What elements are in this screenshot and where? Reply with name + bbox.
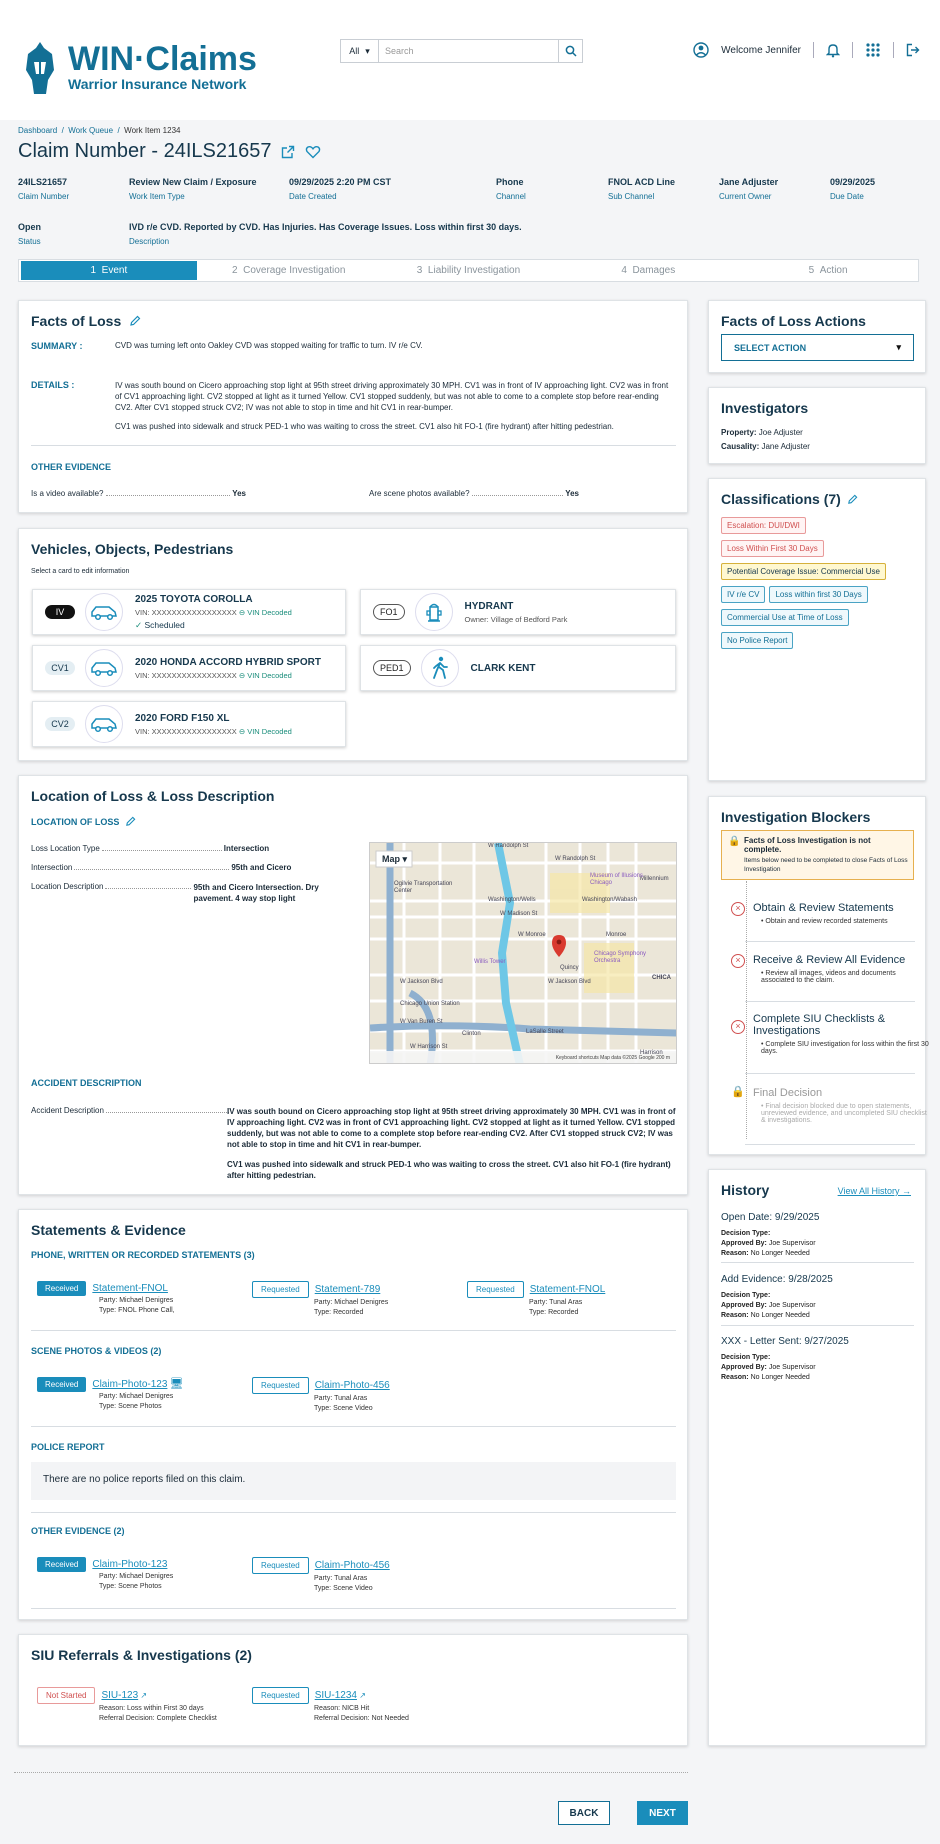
caret-down-icon: ▾ [896,342,901,352]
location-title: Location of Loss & Loss Description [31,788,275,804]
meta-description: IVD r/e CVD. Reported by CVD. Has Injuries. Has Coverage Issues. Loss within first 30 days. Description [129,222,522,246]
details-text-2: CV1 was pushed into sidewalk and struck PED-1 who was waiting to cross the street. CV1 also hit FO-1 (fire hydrant) after hitting pedestrian. [115,422,614,431]
location-of-loss-card [18,775,688,1195]
summary-label: SUMMARY : [31,341,83,351]
vin-decoded-badge: ⊖ VIN Decoded [238,607,292,617]
view-all-history-link[interactable]: View All History → [837,1186,911,1196]
classification-pill[interactable]: No Police Report [721,632,793,649]
scene-link[interactable]: Claim-Photo-123 [92,1379,168,1390]
vin-decoded-badge: ⊖ VIN Decoded [238,726,292,736]
history-item: Open Date: 9/29/2025 Decision Type: Approved By: Joe Supervisor Reason: No Longer Needed [721,1212,820,1257]
loss-location-type-row: Loss Location Type Intersection [31,844,270,853]
page-title: Claim Number - 24ILS21657 [18,140,272,162]
breadcrumb: Dashboard / Work Queue / Work Item 1234 [18,126,181,135]
edit-pencil-icon[interactable] [125,816,136,827]
hydrant-icon [415,593,453,631]
top-bar [0,0,940,120]
step-coverage-investigation[interactable]: 2 Coverage Investigation [231,265,346,276]
vin-decoded-badge: ⊖ VIN Decoded [238,670,292,680]
footer-divider [14,1772,688,1773]
statement-link[interactable]: Statement-FNOL [92,1283,168,1294]
meta-date-created: 09/29/2025 2:20 PM CST Date Created [289,177,392,201]
other-evidence-label: OTHER EVIDENCE (2) [31,1526,125,1536]
property-investigator: Property: Joe Adjuster [721,428,803,437]
fol-actions-card [708,300,926,373]
external-link-icon[interactable] [281,145,295,159]
page-title-row [18,140,321,163]
search-scope-select[interactable]: All ▾ [341,40,379,62]
vehicle-card-iv[interactable]: IV 2025 TOYOTA COROLLA VIN: XXXXXXXXXXXXXXXXX ⊖ VIN Decoded ✓ Scheduled [32,589,346,635]
select-action-dropdown[interactable]: SELECT ACTION ▾ [721,334,914,361]
investigation-blockers-card [708,796,929,1155]
investigators-title: Investigators [721,400,809,416]
divider [893,42,894,58]
divider [31,1512,676,1513]
meta-current-owner: Jane Adjuster Current Owner [719,177,779,201]
caret-down-icon: ▾ [365,45,370,56]
divider [31,1608,676,1609]
history-item: XXX - Letter Sent: 9/27/2025 Decision Type: Approved By: Joe Supervisor Reason: No Longer Needed [721,1336,849,1381]
divider [745,1144,915,1145]
scene-link[interactable]: Claim-Photo-456 [314,1380,390,1391]
scene-photos-label: SCENE PHOTOS & VIDEOS (2) [31,1346,162,1356]
siu-title: SIU Referrals & Investigations (2) [31,1647,252,1663]
pedestrian-icon [421,649,459,687]
causality-investigator: Causality: Jane Adjuster [721,442,810,451]
classification-pill[interactable]: Escalation: DUI/DWI [721,517,806,534]
pedestrian-card-ped1[interactable]: PED1 CLARK KENT [360,645,676,691]
blocker-item: 🔒 Final Decision • Final decision blocked due to open statements, unreviewed evidence, and uncompleted SIU checklist & investigations. [731,1086,927,1124]
scene-item: Requested Claim-Photo-456 Party: Tunal Aras Type: Scene Video [252,1377,390,1414]
favorite-heart-icon[interactable] [305,145,321,159]
facts-of-loss-title: Facts of Loss [31,313,122,329]
vehicle-card-cv1[interactable]: CV1 2020 HONDA ACCORD HYBRID SPORT VIN: XXXXXXXXXXXXXXXXX ⊖ VIN Decoded [32,645,346,691]
progress-stepper [18,259,919,282]
search-button[interactable] [558,40,582,62]
phone-statements-label: PHONE, WRITTEN OR RECORDED STATEMENTS (3) [31,1250,255,1260]
intersection-row: Intersection 95th and Cicero [31,863,292,872]
statement-item: Received Statement-FNOL Party: Michael Denigres Type: FNOL Phone Call, [37,1281,175,1316]
error-x-icon: × [731,902,745,916]
divider [745,1073,915,1074]
brand-title: WIN·Claims [68,40,257,78]
statement-item: Requested Statement-789 Party: Michael Denigres Type: Recorded [252,1281,388,1318]
back-button[interactable]: BACK [558,1801,610,1825]
blocker-item: × Receive & Review All Evidence • Review all images, videos and documents associated to the claim. [753,954,931,984]
blocker-item: × Obtain & Review Statements • Obtain and review recorded statements [753,902,931,925]
meta-work-item-type: Review New Claim / Exposure Work Item Type [129,177,257,201]
statement-link[interactable]: Statement-FNOL [529,1284,606,1295]
history-item: Add Evidence: 9/28/2025 Decision Type: Approved By: Joe Supervisor Reason: No Longer Needed [721,1274,833,1319]
step-event[interactable]: 1 Event [21,261,197,280]
classification-pill[interactable]: IV r/e CV [721,586,765,603]
edit-pencil-icon[interactable] [129,315,141,327]
scene-photos-row: Are scene photos available? Yes [369,489,579,498]
other-evidence-link[interactable]: Claim-Photo-456 [314,1560,390,1571]
investigators-card [708,387,926,464]
divider [721,1262,914,1263]
divider [31,1330,676,1331]
police-report-empty: There are no police reports filed on this claim. [31,1462,676,1500]
accident-description-key: Accident Description [31,1106,231,1115]
external-link-icon[interactable]: ↗ [140,1691,148,1700]
blockers-title: Investigation Blockers [721,809,871,825]
siu-referrals-card [18,1634,688,1746]
details-text: IV was south bound on Cicero approaching stop light at 95th street driving approximately 30 MPH. CV1 was in front of IV approaching light. CV2 was in front of CV1 approaching light. CV2 stopped at light as it turned Yellow. CV1 stopped suddenly, but was not able to come to a complete stop before rear-ending CV2. After CV1 stopped struck CV2; IV was not able to stop in time and hit CV1 in rear-bumper. [115,381,669,412]
facts-of-loss-card [18,300,688,513]
statements-evidence-card [18,1209,688,1620]
meta-due-date: 09/29/2025 Due Date [830,177,876,201]
brand-subtitle: Warrior Insurance Network [68,76,247,92]
user-area [693,42,920,58]
monitor-icon[interactable]: 🖥 [169,1378,184,1390]
check-circle-icon: ✓ [135,619,143,630]
blocker-item: × Complete SIU Checklists & Investigations • Complete SIU investigation for loss within the first 30 days. [753,1013,931,1055]
divider [745,1001,915,1002]
accident-description-text: IV was south bound on Cicero approaching stop light at 95th street driving approximately 30 MPH. CV1 was in front of IV approaching light. CV2 was in front of CV1 approaching light. CV2 stopped at light as it turned Yellow. CV1 stopped suddenly, but was not able to come to a complete stop before rear-ending CV2. After CV1 stopped struck CV2; IV was not able to stop in time and hit CV1 in rear-bumper. CV1 was pushed into sidewalk and struck PED-1 who was waiting to cross the street. CV1 also hit FO-1 (fire hydrant) after hitting pedestrian. [227,1107,676,1180]
search-icon [565,45,577,57]
lock-warning-icon: 🔒 [728,836,741,847]
welcome-text: Welcome Jennifer [721,44,801,56]
classification-pill[interactable]: Loss within first 30 Days [769,586,867,603]
map-type-toggle[interactable]: Map ▾ [382,854,408,864]
bell-icon[interactable] [826,42,840,58]
user-avatar-icon[interactable] [693,42,709,58]
siu-link[interactable]: SIU-123 [101,1690,139,1701]
divider [721,1325,914,1326]
vehicles-hint: Select a card to edit information [31,568,130,575]
next-button[interactable]: NEXT [637,1801,688,1825]
apps-grid-icon[interactable] [865,42,881,58]
blocker-warning: 🔒 Facts of Loss Investigation is not complete. Items below need to be completed to close Facts of Loss Investigation [721,830,914,880]
vehicles-objects-card [18,528,688,761]
classifications-card [708,478,926,781]
siu-item: Requested SIU-1234 ↗ Reason: NICB Hit Referral Decision: Not Needed [252,1687,409,1724]
brand-logo[interactable] [24,40,257,96]
breadcrumb-current: Work Item 1234 [124,126,181,135]
fol-actions-title: Facts of Loss Actions [721,313,866,329]
search-input[interactable]: Search [385,46,414,56]
object-card-fo1[interactable]: FO1 HYDRANT Owner: Village of Bedford Park [360,589,676,635]
statements-title: Statements & Evidence [31,1222,186,1238]
accident-description-label: ACCIDENT DESCRIPTION [31,1078,142,1088]
classification-pill[interactable]: Commercial Use at Time of Loss [721,609,849,626]
other-evidence-label: OTHER EVIDENCE [31,462,112,472]
vehicle-card-cv2[interactable]: CV2 2020 FORD F150 XL VIN: XXXXXXXXXXXXXXXXX ⊖ VIN Decoded [32,701,346,747]
map-attribution: Keyboard shortcuts Map data ©2025 Google 200 m [555,1055,670,1061]
summary-text: CVD was turning left onto Oakley CVD was stopped waiting for traffic to turn. IV r/e CV. [115,341,423,350]
divider [31,1426,676,1427]
map-view[interactable]: Map ▾ W Randolph St W Randolph St Millennium Ogilvie Transportation Center Museum of Illusions Chicago Washington/Wells Washington/Wabash W Madison St W Monroe Monroe Willis Tower Chicago Symphony Orchestra Quincy W Jackson Blvd W Jackson Blvd Chicago Union Station W Van Buren St LaSalle Street W Harrison St Harrison CHICA Clinton Keyboard shortcuts Map data ©2025 Google 200 m [369,842,677,1064]
statement-item: Requested Statement-FNOL Party: Tunal Aras Type: Recorded [467,1281,605,1318]
step-damages[interactable]: 4 Damages [621,265,676,276]
siu-item: Not Started SIU-123 ↗ Reason: Loss within First 30 days Referral Decision: Complete Checklist [37,1687,217,1724]
error-x-icon: × [731,954,745,968]
video-available-row: Is a video available? Yes [31,489,246,498]
divider [852,42,853,58]
divider [813,42,814,58]
police-report-label: POLICE REPORT [31,1442,105,1452]
divider [745,941,915,942]
vehicles-title: Vehicles, Objects, Pedestrians [31,541,234,557]
classification-pill[interactable]: Potential Coverage Issue: Commercial Use [721,563,886,580]
meta-channel: Phone Channel [496,177,526,201]
car-icon [85,705,123,743]
location-sub-label: LOCATION OF LOSS [31,816,120,827]
details-label: DETAILS : [31,380,75,390]
car-icon [85,593,123,631]
breadcrumb-work-queue[interactable]: Work Queue [68,126,114,135]
location-description-row: Location Description 95th and Cicero Intersection. Dry pavement. 4 way stop light [31,882,319,903]
classification-list [721,517,921,655]
error-x-icon: × [731,1020,745,1034]
statement-link[interactable]: Statement-789 [314,1284,381,1295]
external-link-icon[interactable]: ↗ [359,1691,366,1700]
search-bar [340,39,583,63]
lock-icon: 🔒 [731,1086,745,1098]
divider [31,445,676,446]
step-action[interactable]: 5 Action [808,265,848,276]
car-icon [85,649,123,687]
warrior-helmet-icon [24,40,56,96]
history-card [708,1169,926,1746]
classification-pill[interactable]: Loss Within First 30 Days [721,540,824,557]
other-evidence-item: Received Claim-Photo-123 Party: Michael Denigres Type: Scene Photos [37,1557,173,1592]
meta-sub-channel: FNOL ACD Line Sub Channel [608,177,675,201]
edit-pencil-icon[interactable] [847,494,858,505]
classifications-title: Classifications (7) [721,491,841,507]
timeline-line [746,881,747,1139]
siu-link[interactable]: SIU-1234 [314,1690,357,1701]
meta-claim-number: 24ILS21657 Claim Number [18,177,70,201]
step-liability-investigation[interactable]: 3 Liability Investigation [416,265,521,276]
scene-item: Received Claim-Photo-123 🖥 Party: Michael Denigres Type: Scene Photos [37,1377,184,1412]
other-evidence-item: Requested Claim-Photo-456 Party: Tunal Aras Type: Scene Video [252,1557,390,1594]
meta-status: Open Status [18,222,42,246]
other-evidence-link[interactable]: Claim-Photo-123 [92,1559,168,1570]
logout-icon[interactable] [906,43,920,57]
breadcrumb-dashboard[interactable]: Dashboard [18,126,58,135]
history-title: History [721,1182,770,1198]
